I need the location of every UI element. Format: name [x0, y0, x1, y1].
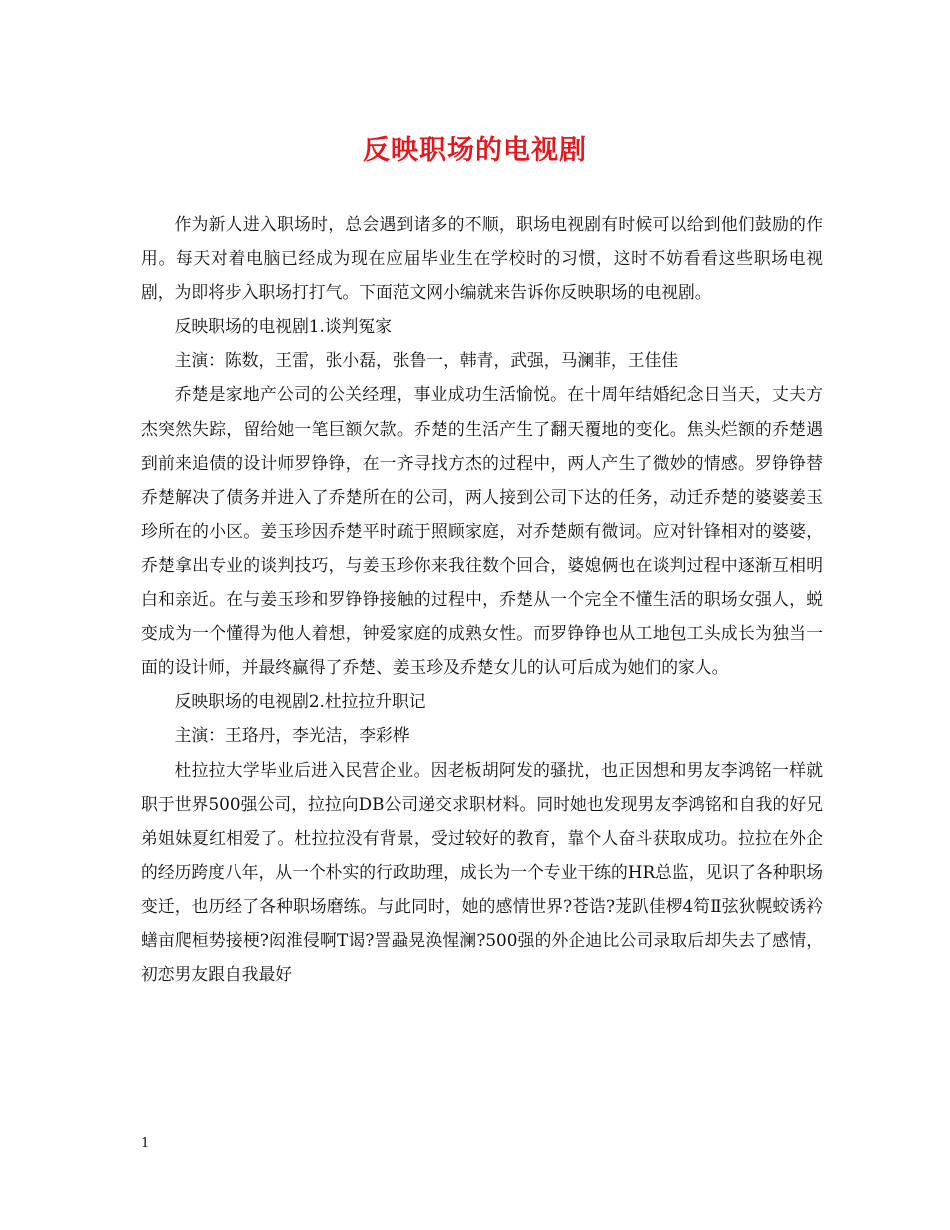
intro-paragraph: 作为新人进入职场时，总会遇到诸多的不顺，职场电视剧有时候可以给到他们鼓励的作用。每天对着电脑已经成为现在应届毕业生在学校时的习惯，这时不妨看看这些职场电视剧，为即将步入职场打打气。下面范文网小编就来告诉你反映职场的电视剧。 [141, 214, 823, 303]
document-title: 反映职场的电视剧 [363, 135, 587, 166]
cast-line-2: 主演：王珞丹，李光洁，李彩桦 [174, 725, 410, 746]
section-heading-2: 反映职场的电视剧2.杜拉拉升职记 [174, 691, 426, 712]
cast-line-1: 主演：陈数，王雷，张小磊，张鲁一，韩青，武强，马澜菲，王佳佳 [174, 350, 679, 371]
section-heading-1: 反映职场的电视剧1.谈判冤家 [174, 316, 392, 337]
document-body [141, 207, 823, 991]
page-number: 1 [141, 1136, 150, 1151]
synopsis-paragraph-2: 杜拉拉大学毕业后进入民营企业。因老板胡阿发的骚扰，也正因想和男友李鸿铭一样就职于世界500强公司，拉拉向DB公司递交求职材料。同时她也发现男友李鸿铭和自我的好兄弟姐妹夏红相爱了。杜拉拉没有背景，受过较好的教育，靠个人奋斗获取成功。拉拉在外企的经历跨度八年，从一个朴实的行政助理，成长为一个专业干练的HR总监，见识了各种职场变迁，也历经了各种职场磨练。与此同时，她的感情世界?苍诰?茏趴佳椤4笱Ⅱ弦狄幌蛟诱衿蟮亩爬桓势接梗?闳淮侵啊T谒?詈蝨晃涣惺澜?500强的外企迪比公司录取后却失去了感情，初恋男友跟自我最好 [141, 759, 823, 985]
synopsis-paragraph-1: 乔楚是家地产公司的公关经理，事业成功生活愉悦。在十周年结婚纪念日当天，丈夫方杰突然失踪，留给她一笔巨额欠款。乔楚的生活产生了翻天覆地的变化。焦头烂额的乔楚遇到前来追债的设计师罗铮铮，在一齐寻找方杰的过程中，两人产生了微妙的情感。罗铮铮替乔楚解决了债务并进入了乔楚所在的公司，两人接到公司下达的任务，动迁乔楚的婆婆姜玉珍所在的小区。姜玉珍因乔楚平时疏于照顾家庭，对乔楚颇有微词。应对针锋相对的婆婆，乔楚拿出专业的谈判技巧，与姜玉珍你来我往数个回合，婆媳俩也在谈判过程中逐渐互相明白和亲近。在与姜玉珍和罗铮铮接触的过程中，乔楚从一个完全不懂生活的职场女强人，蜕变成为一个懂得为他人着想，钟爱家庭的成熟女性。而罗铮铮也从工地包工头成长为独当一面的设计师，并最终赢得了乔楚、姜玉珍及乔楚女儿的认可后成为她们的家人。 [141, 384, 823, 678]
